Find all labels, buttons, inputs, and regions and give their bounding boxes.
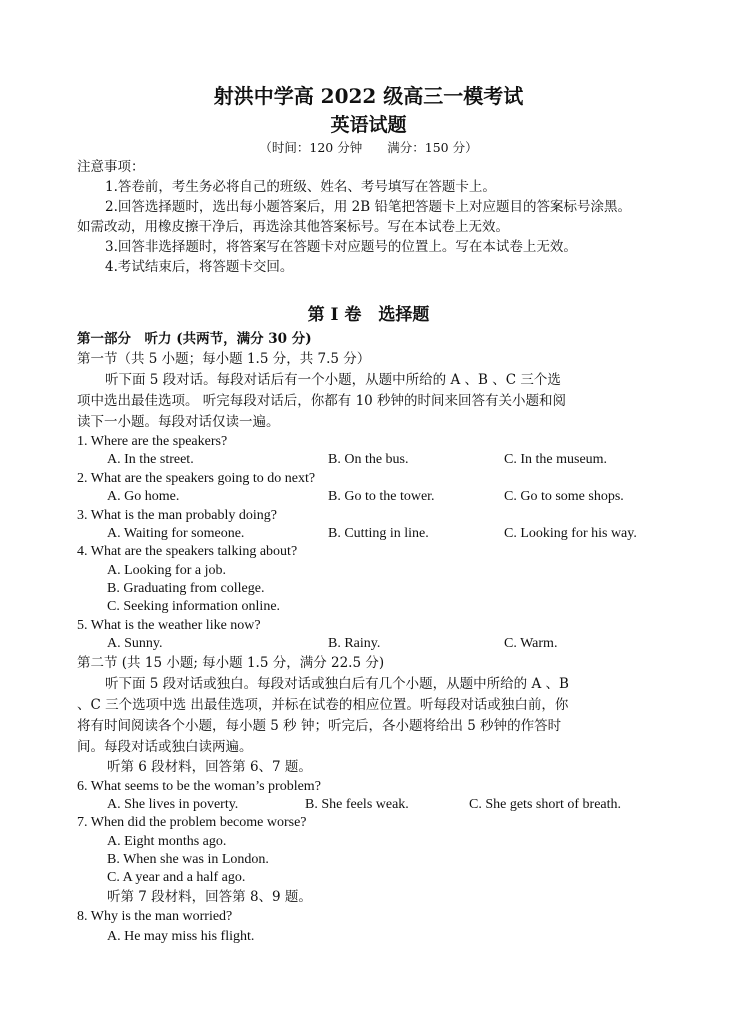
question-1-stem: 1. Where are the speakers? xyxy=(77,434,228,449)
section2-instructions-a: 听下面 5 段对话或独白。每段对话或独白后有几个小题，从题中所给的 A 、B xyxy=(105,676,569,692)
question-7-option-b: B. When she was in London. xyxy=(107,852,269,867)
notice-heading: 注意事项： xyxy=(77,159,145,175)
question-5-option-c: C. Warm. xyxy=(504,636,558,651)
notice-item-3: 3.回答非选择题时，将答案写在答题卡对应题号的位置上。写在本试卷上无效。 xyxy=(105,239,577,255)
question-5-option-b: B. Rainy. xyxy=(328,636,381,651)
exam-title: 射洪中学高 2022 级高三一模考试 xyxy=(213,84,524,108)
question-2-option-a: A. Go home. xyxy=(107,489,180,504)
question-8-stem: 8. Why is the man worried? xyxy=(77,909,233,924)
notice-item-1: 1.答卷前，考生务必将自己的班级、姓名、考号填写在答题卡上。 xyxy=(105,179,496,195)
volume-title: 第 I 卷 选择题 xyxy=(307,305,430,325)
section2-instructions-b: 、C 三个选项中选 出最佳选项，并标在试卷的相应位置。听每段对话或独白前，你 xyxy=(77,697,569,713)
section1-instructions-b: 项中选出最佳选项。 听完每段对话后，你都有 10 秒钟的时间来回答有关小题和阅 xyxy=(77,393,567,409)
exam-subtitle: 英语试题 xyxy=(330,114,407,136)
notice-item-4: 4.考试结束后，将答题卡交回。 xyxy=(105,259,294,275)
time-info: （时间：120 分钟 满分：150 分） xyxy=(259,140,478,155)
question-7-stem: 7. When did the problem become worse? xyxy=(77,815,307,830)
question-3-stem: 3. What is the man probably doing? xyxy=(77,508,277,523)
section1-instructions-c: 读下一小题。每段对话仅读一遍。 xyxy=(77,414,280,430)
question-3-option-a: A. Waiting for someone. xyxy=(107,526,245,541)
question-2-option-b: B. Go to the tower. xyxy=(328,489,435,504)
question-6-option-b: B. She feels weak. xyxy=(305,797,409,812)
notice-item-2a: 2.回答选择题时，选出每小题答案后，用 2B 铅笔把答题卡上对应题目的答案标号涂黑。 xyxy=(105,199,631,215)
question-5-stem: 5. What is the weather like now? xyxy=(77,618,261,633)
notice-item-2b: 如需改动，用橡皮擦干净后，再选涂其他答案标号。写在本试卷上无效。 xyxy=(77,219,509,235)
question-5-option-a: A. Sunny. xyxy=(107,636,163,651)
question-4-option-b: B. Graduating from college. xyxy=(107,581,265,596)
question-6-stem: 6. What seems to be the woman’s problem? xyxy=(77,779,321,794)
section1-instructions-a: 听下面 5 段对话。每段对话后有一个小题，从题中所给的 A 、B 、C 三个选 xyxy=(105,372,561,388)
question-7-option-c: C. A year and a half ago. xyxy=(107,870,246,885)
section2-heading: 第二节 (共 15 小题; 每小题 1.5 分，满分 22.5 分) xyxy=(77,655,385,671)
section1-heading: 第一节（共 5 小题；每小题 1.5 分，共 7.5 分） xyxy=(77,351,371,367)
question-7-option-a: A. Eight months ago. xyxy=(107,834,227,849)
question-1-option-a: A. In the street. xyxy=(107,452,194,467)
part1-heading: 第一部分 听力 (共两节，满分 30 分) xyxy=(77,331,312,347)
question-2-stem: 2. What are the speakers going to do next? xyxy=(77,471,316,486)
section2-instructions-d: 间。每段对话或独白读两遍。 xyxy=(77,739,253,755)
question-4-option-c: C. Seeking information online. xyxy=(107,599,281,614)
question-2-option-c: C. Go to some shops. xyxy=(504,489,624,504)
question-4-option-a: A. Looking for a job. xyxy=(107,563,226,578)
question-3-option-c: C. Looking for his way. xyxy=(504,526,637,541)
question-6-option-c: C. She gets short of breath. xyxy=(469,797,622,812)
listen-passage-7: 听第 7 段材料，回答第 8、9 题。 xyxy=(107,889,312,905)
question-1-option-b: B. On the bus. xyxy=(328,452,409,467)
question-6-option-a: A. She lives in poverty. xyxy=(107,797,239,812)
question-4-stem: 4. What are the speakers talking about? xyxy=(77,544,298,559)
section2-instructions-c: 将有时间阅读各个小题，每小题 5 秒 钟；听完后，各小题将给出 5 秒钟的作答时 xyxy=(77,718,562,734)
question-8-option-a: A. He may miss his flight. xyxy=(107,929,255,944)
listen-passage-6: 听第 6 段材料，回答第 6、7 题。 xyxy=(107,759,312,775)
question-3-option-b: B. Cutting in line. xyxy=(328,526,429,541)
question-1-option-c: C. In the museum. xyxy=(504,452,608,467)
